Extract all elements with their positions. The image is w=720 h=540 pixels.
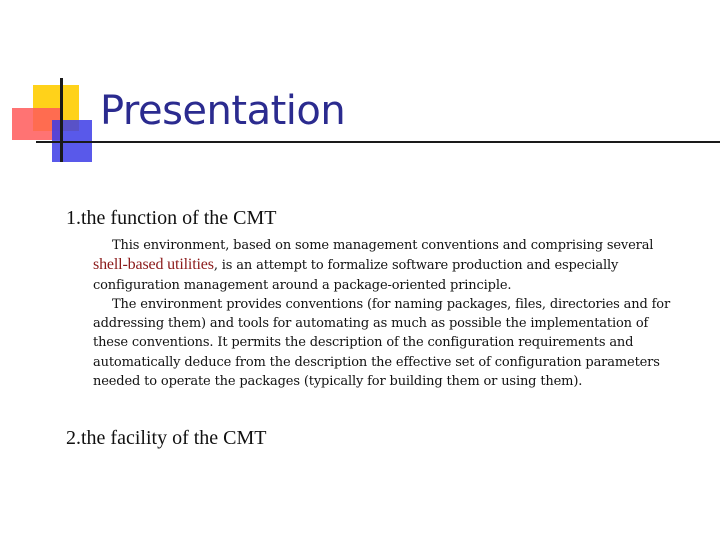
paragraph-2: The environment provides conventions (for naming packages, files, directories and for addressing them) and tools for automating as much as possible the implementation of these conventions. It permits the description of the configuration requirements and automatically deduce from the description the effective set of configuration parameters needed to operate the packages (typically for building them or using them). [93,296,671,390]
paragraph-1-start: This environment, based on some management conventions and comprising several [112,238,654,253]
paragraph-1 [93,236,671,295]
paragraph-1-end: , is an attempt to formalize software production and especially configuration management around a package-oriented principle. [93,258,619,293]
section-heading-facility: 2.the facility of the CMT [66,427,267,449]
body-text [93,236,671,391]
highlighted-term: shell-based utilities [93,256,214,274]
section-heading-function: 1.the function of the CMT [66,207,277,229]
decor-vertical-line [60,78,63,162]
title-underline [36,141,720,143]
slide-title: Presentation [100,88,346,134]
